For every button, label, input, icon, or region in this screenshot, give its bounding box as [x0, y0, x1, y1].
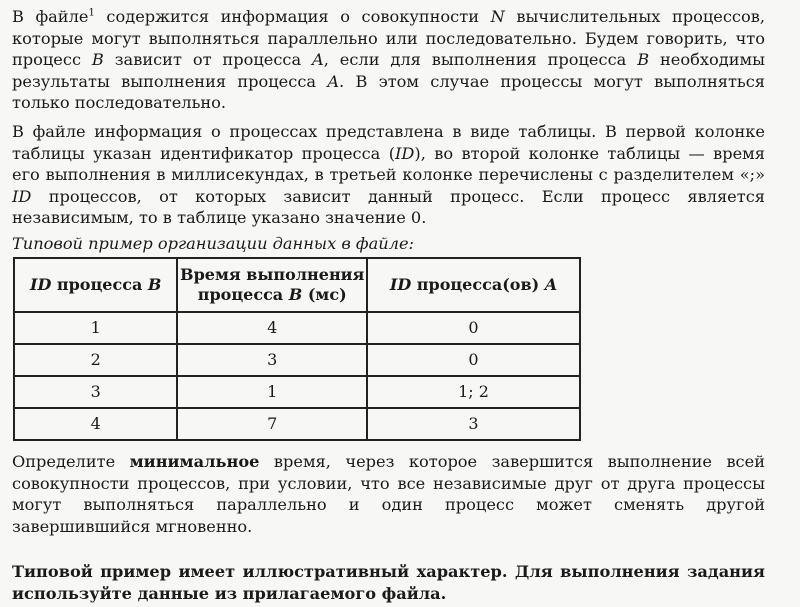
cell-time: 3 [177, 344, 367, 376]
table-row [14, 312, 580, 344]
note-paragraph: Типовой пример имеет иллюстративный характер. Для выполнения задания используйте данные из прилагаемого файла. [12, 562, 765, 603]
table-row [14, 408, 580, 440]
header-exec-time: Время выполнения процесса B (мс) [177, 258, 367, 312]
var-b: B [91, 50, 104, 69]
var-n: N [490, 7, 505, 26]
cell-id: 1 [14, 312, 177, 344]
table-header-row [14, 258, 580, 312]
table-row [14, 344, 580, 376]
cell-time: 1 [177, 376, 367, 408]
cell-id: 3 [14, 376, 177, 408]
cell-time: 4 [177, 312, 367, 344]
cell-deps: 3 [367, 408, 580, 440]
process-table [13, 257, 581, 441]
table-caption: Типовой пример организации данных в файле: [12, 234, 415, 253]
footnote-marker: 1 [88, 7, 95, 19]
cell-id: 2 [14, 344, 177, 376]
cell-id: 4 [14, 408, 177, 440]
cell-deps: 0 [367, 312, 580, 344]
var-id: ID [395, 143, 415, 163]
header-dependency-ids: ID процесса(ов) A [367, 258, 580, 312]
header-process-id: ID процесса B [14, 258, 177, 312]
task-paragraph: Определите минимальное время, через которое завершится выполнение всей совокупности процессов, при условии, что все независимые друг от друга процессы могут выполняться параллельно и один процесс может сменять другой завершившийся мгновенно. [12, 452, 765, 536]
format-paragraph: В файле информация о процессах представлена в виде таблицы. В первой колонке таблицы указан идентификатор процесса (ID), во второй колонке таблицы — время его выполнения в миллисекундах, в третьей колонке перечислены с разделителем «;» ID процессов, от которых зависит данный процесс. Если процесс является независимым, то в таблице указано значение 0. [12, 122, 765, 227]
cell-deps: 1; 2 [367, 376, 580, 408]
var-b: B [637, 50, 650, 69]
var-a: A [312, 50, 324, 69]
var-id: ID [12, 186, 32, 206]
table-row [14, 376, 580, 408]
cell-deps: 0 [367, 344, 580, 376]
cell-time: 7 [177, 408, 367, 440]
var-a: A [327, 71, 340, 91]
intro-paragraph: В файле$^1$ содержится информация о совокупности N вычислительных процессов, которые могут выполняться параллельно или последовательно. Будем говорить, что процесс B зависит от процесса A, если для выполнения процесса B необходимы результаты выполнения процесса A. В этом случае процессы могут выполняться только последовательно. [12, 7, 765, 112]
emphasis-minimal: минимальное [129, 452, 260, 471]
